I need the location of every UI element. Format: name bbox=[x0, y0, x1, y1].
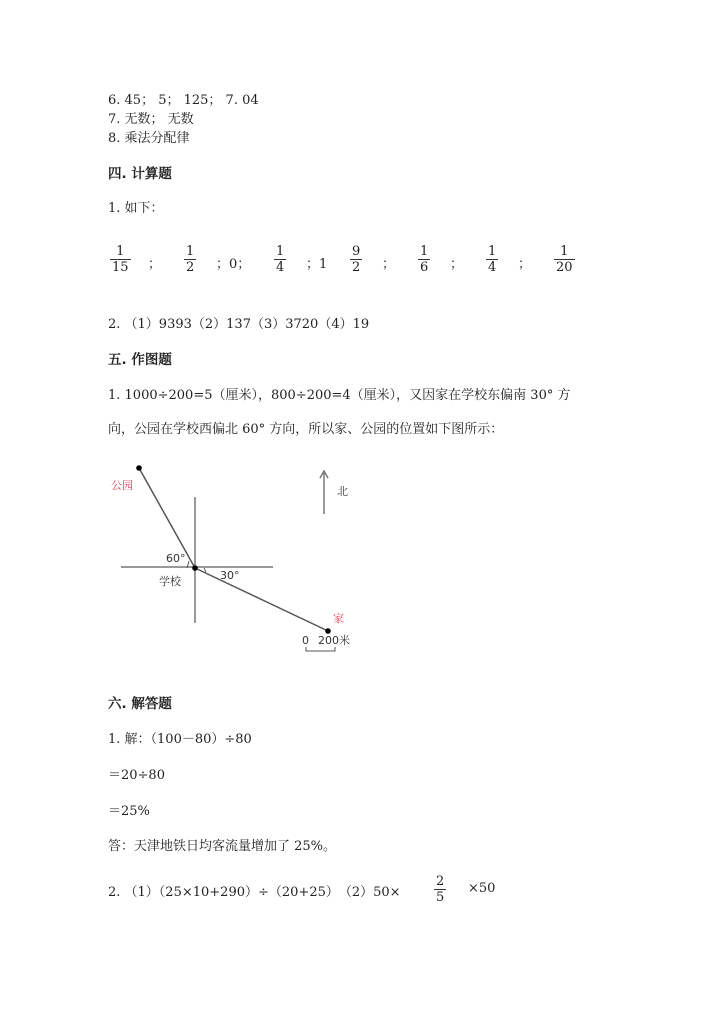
home-point bbox=[325, 628, 331, 634]
answer-line: 2. （1）（25×10+290）÷（20+25） （2）50× bbox=[108, 885, 401, 900]
answer-line: 1. 1000÷200=5（厘米），800÷200=4（厘米），又因家在学校东偏南 30° 方 bbox=[108, 388, 571, 403]
home-line bbox=[195, 568, 328, 631]
fraction: 1 20 bbox=[556, 244, 573, 275]
angle-mark-30 bbox=[204, 568, 206, 572]
answer-line: ＝20÷80 bbox=[108, 768, 165, 783]
answer-line: 向，公园在学校西偏北 60° 方向，所以家、公园的位置如下图所示： bbox=[108, 422, 504, 437]
angle-label: 30° bbox=[220, 569, 240, 582]
separator: ； bbox=[382, 257, 396, 272]
answer-line: 6. 45； 5； 125； 7. 04 bbox=[108, 93, 259, 108]
fraction: 2 5 bbox=[436, 874, 445, 905]
home-label: 家 bbox=[333, 612, 344, 625]
answer-line: 1. 解：（100－80）÷80 bbox=[108, 732, 252, 747]
separator: ； bbox=[518, 257, 532, 272]
park-point bbox=[136, 465, 142, 471]
section-title: 六. 解答题 bbox=[108, 696, 172, 712]
fraction: 1 4 bbox=[276, 244, 285, 275]
section-title: 四. 计算题 bbox=[108, 166, 172, 182]
school-point bbox=[192, 565, 198, 571]
answer-line: 8. 乘法分配律 bbox=[108, 131, 190, 146]
school-label: 学校 bbox=[159, 575, 181, 588]
section-title: 五. 作图题 bbox=[108, 352, 172, 368]
answer-line: ＝25% bbox=[108, 804, 150, 819]
separator: ； bbox=[450, 257, 464, 272]
answer-line: 7. 无数； 无数 bbox=[108, 112, 194, 127]
angle-label: 60° bbox=[166, 552, 186, 565]
answer-line: ×50 bbox=[468, 881, 496, 896]
scale-end: 200米 bbox=[318, 634, 350, 647]
scale-start: 0 bbox=[302, 634, 309, 647]
fraction: 1 4 bbox=[488, 244, 497, 275]
separator: ； bbox=[148, 257, 162, 272]
scale-bar bbox=[306, 647, 335, 651]
fraction: 9 2 bbox=[352, 244, 361, 275]
north-label: 北 bbox=[337, 485, 348, 498]
answer-line: 答：天津地铁日均客流量增加了 25%。 bbox=[108, 839, 337, 854]
fraction: 1 2 bbox=[186, 244, 195, 275]
answer-line: 2. （1）9393（2）137（3）3720（4）19 bbox=[108, 317, 370, 332]
fraction: 1 15 bbox=[112, 244, 129, 275]
question-label: 1. 如下： bbox=[108, 201, 164, 216]
separator: ；0； bbox=[216, 257, 251, 272]
separator: ；1 bbox=[306, 257, 328, 272]
park-label: 公园 bbox=[111, 479, 133, 492]
fraction: 1 6 bbox=[420, 244, 429, 275]
